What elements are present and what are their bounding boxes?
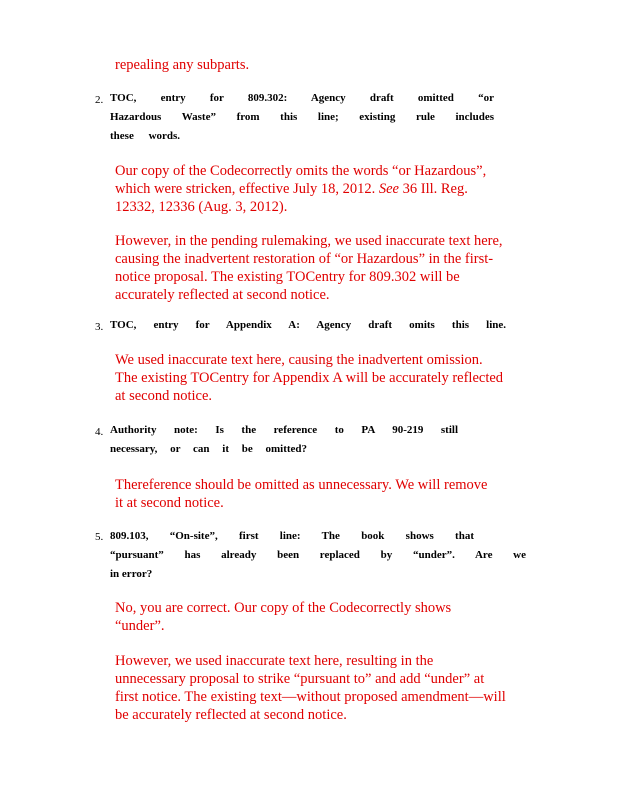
- answer-line: No, you are correct. Our copy of the Codecorrectly shows: [115, 600, 452, 616]
- answer-line: it at second notice.: [115, 495, 224, 511]
- question-text: [110, 421, 458, 459]
- answer-line: Our copy of the Codecorrectly omits the words “or Hazardous”,: [115, 163, 487, 179]
- answer-line: Thereference should be omitted as unnecessary. We will remove: [115, 477, 488, 493]
- answer-paragraph: [115, 351, 503, 405]
- continuation-line: repealing any subparts.: [115, 57, 250, 73]
- item-number: 5.: [95, 531, 104, 543]
- question-line: TOC, entry for Appendix A: Agency draft omits this line.: [110, 319, 506, 331]
- question-line: Authority note: Is the reference to PA 90-219 still: [110, 424, 458, 436]
- question-text: [110, 316, 506, 335]
- answer-paragraph: [115, 652, 506, 724]
- answer-paragraph: [115, 599, 451, 635]
- answer-line: at second notice.: [115, 388, 213, 404]
- question-text: [110, 89, 494, 146]
- answer-line: However, in the pending rulemaking, we used inaccurate text here,: [115, 233, 503, 249]
- answer-paragraph: [115, 476, 487, 512]
- answer-line: We used inaccurate text here, causing the inadvertent omission.: [115, 352, 483, 368]
- answer-line: 12332, 12336 (Aug. 3, 2012).: [115, 199, 288, 215]
- answer-line: which were stricken, effective July 18, 2012. See 36 Ill. Reg.: [115, 181, 468, 197]
- question-line: TOC, entry for 809.302: Agency draft omitted “or: [110, 92, 494, 104]
- answer-line: causing the inadvertent restoration of “or Hazardous” in the first-: [115, 251, 494, 267]
- answer-line: “under”.: [115, 618, 165, 634]
- answer-line: accurately reflected at second notice.: [115, 287, 330, 303]
- question-line: Hazardous Waste” from this line; existing rule includes: [110, 111, 494, 123]
- answer-line: be accurately reflected at second notice.: [115, 707, 347, 723]
- answer-paragraph: [115, 232, 503, 304]
- answer-line: unnecessary proposal to strike “pursuant to” and add “under” at: [115, 671, 485, 687]
- continuation-text: [115, 56, 249, 74]
- question-line: necessary, or can it be omitted?: [110, 443, 308, 455]
- answer-line: notice proposal. The existing TOCentry for 809.302 will be: [115, 269, 460, 285]
- question-line: in error?: [110, 568, 153, 580]
- question-line: these words.: [110, 130, 181, 142]
- answer-line: first notice. The existing text—without proposed amendment—will: [115, 689, 506, 705]
- answer-line: However, we used inaccurate text here, resulting in the: [115, 653, 434, 669]
- question-line: “pursuant” has already been replaced by “under”. Are we: [110, 549, 526, 561]
- item-number: 3.: [95, 321, 104, 333]
- citation-signal: See: [378, 181, 399, 197]
- item-number: 4.: [95, 426, 104, 438]
- answer-line: The existing TOCentry for Appendix A will be accurately reflected: [115, 370, 504, 386]
- item-number: 2.: [95, 94, 104, 106]
- question-line: 809.103, “On-site”, first line: The book shows that: [110, 530, 474, 542]
- question-text: [110, 527, 526, 584]
- answer-paragraph: [115, 162, 486, 216]
